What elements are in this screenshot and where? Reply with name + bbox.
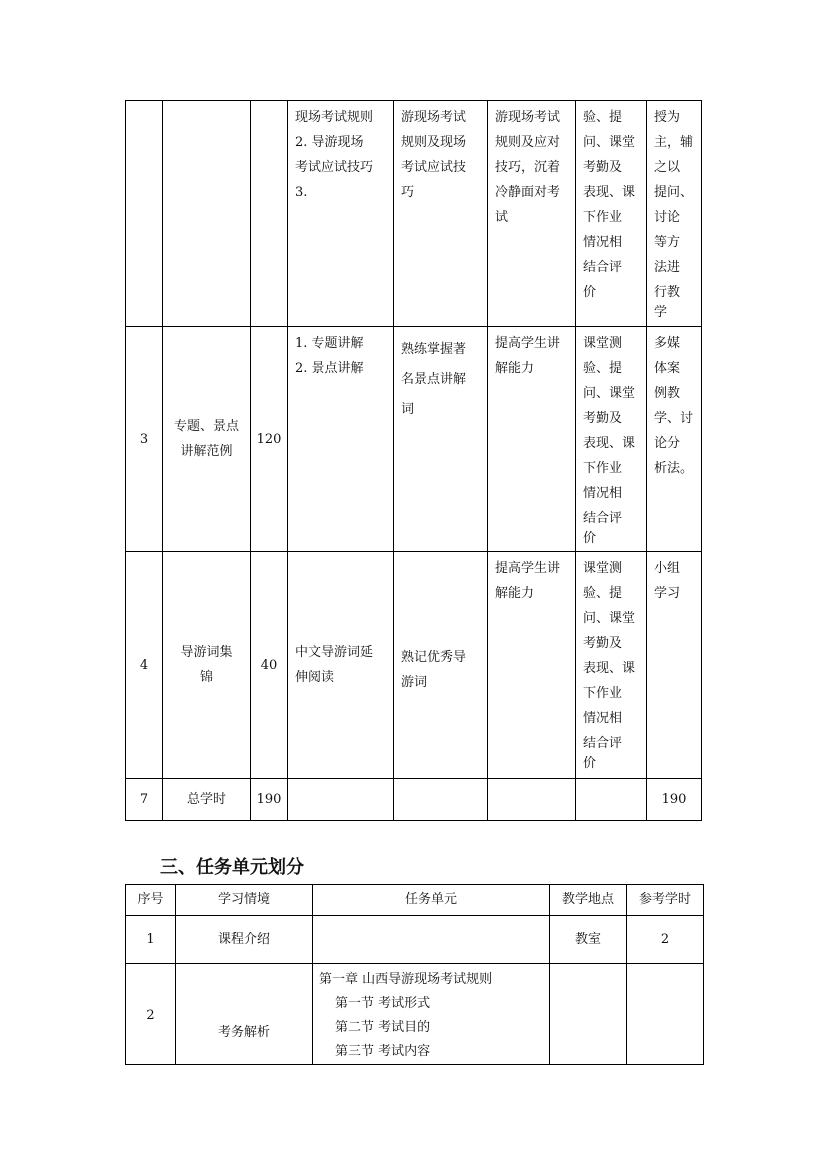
assessment-cell: 课堂测 验、提 问、课堂 考勤及 表现、课 下作业 情况相 结合评 价 <box>576 552 647 779</box>
header-no: 序号 <box>126 885 176 916</box>
total-label: 总学时 <box>163 779 251 821</box>
hours-cell: 40 <box>251 552 288 779</box>
situation-cell: 课程介绍 <box>176 916 313 964</box>
unit-cell <box>313 916 550 964</box>
chapter-title: 第一章 山西导游现场考试规则 <box>319 972 493 987</box>
table-row <box>126 101 702 327</box>
header-unit: 任务单元 <box>313 885 550 916</box>
place-cell <box>550 964 627 1065</box>
empty-cell <box>394 779 488 821</box>
empty-cell <box>488 779 576 821</box>
section-item: 第三节 考试内容 <box>335 1044 431 1059</box>
topic-cell: 导游词集 锦 <box>163 552 251 779</box>
course-plan-table <box>125 100 702 821</box>
section-title: 三、任务单元划分 <box>160 857 304 878</box>
ability-cell: 游现场考试 规则及应对 技巧，沉着 冷静面对考 试 <box>488 101 576 327</box>
content-cell: 中文导游词延 伸阅读 <box>288 552 394 779</box>
knowledge-cell: 游现场考试 规则及现场 考试应试技 巧 <box>394 101 488 327</box>
place-cell: 教室 <box>550 916 627 964</box>
row-number-cell: 3 <box>126 327 163 552</box>
table-row <box>126 916 704 964</box>
empty-cell <box>576 779 647 821</box>
method-cell: 小组 学习 <box>647 552 702 779</box>
topic-cell <box>163 101 251 327</box>
row-number-cell: 4 <box>126 552 163 779</box>
hours-cell <box>627 964 704 1065</box>
task-unit-table <box>125 884 704 1065</box>
section-item: 第一节 考试形式 <box>335 996 431 1011</box>
ability-cell: 提高学生讲 解能力 <box>488 327 576 552</box>
total-method-hours: 190 <box>647 779 702 821</box>
header-situation: 学习情境 <box>176 885 313 916</box>
header-place: 教学地点 <box>550 885 627 916</box>
row-number-cell <box>126 101 163 327</box>
content-cell: 现场考试规则 2. 导游现场 考试应试技巧 3. <box>288 101 394 327</box>
hours-cell: 2 <box>627 916 704 964</box>
knowledge-cell: 熟记优秀导 游词 <box>394 552 488 779</box>
table-row <box>126 327 702 552</box>
hours-cell <box>251 101 288 327</box>
hours-cell: 120 <box>251 327 288 552</box>
row-number-cell: 2 <box>126 964 176 1065</box>
empty-cell <box>288 779 394 821</box>
row-number-cell: 7 <box>126 779 163 821</box>
content-cell: 1. 专题讲解 2. 景点讲解 <box>288 327 394 552</box>
ability-cell: 提高学生讲 解能力 <box>488 552 576 779</box>
table-row <box>126 552 702 779</box>
section-item: 第二节 考试目的 <box>335 1020 431 1035</box>
situation-cell: 考务解析 <box>176 964 313 1065</box>
method-cell: 多媒 体案 例教 学、讨 论分 析法。 <box>647 327 702 552</box>
total-row <box>126 779 702 821</box>
unit-cell <box>313 964 550 1065</box>
topic-cell: 专题、景点 讲解范例 <box>163 327 251 552</box>
method-cell: 授为 主，辅 之以 提问、 讨论 等方 法进 行教 学 <box>647 101 702 327</box>
row-number-cell: 1 <box>126 916 176 964</box>
header-hours: 参考学时 <box>627 885 704 916</box>
total-hours: 190 <box>251 779 288 821</box>
assessment-cell: 验、提 问、课堂 考勤及 表现、课 下作业 情况相 结合评 价 <box>576 101 647 327</box>
knowledge-cell: 熟练掌握著 名景点讲解 词 <box>394 327 488 552</box>
table-row <box>126 964 704 1065</box>
header-row <box>126 885 704 916</box>
assessment-cell: 课堂测 验、提 问、课堂 考勤及 表现、课 下作业 情况相 结合评 价 <box>576 327 647 552</box>
